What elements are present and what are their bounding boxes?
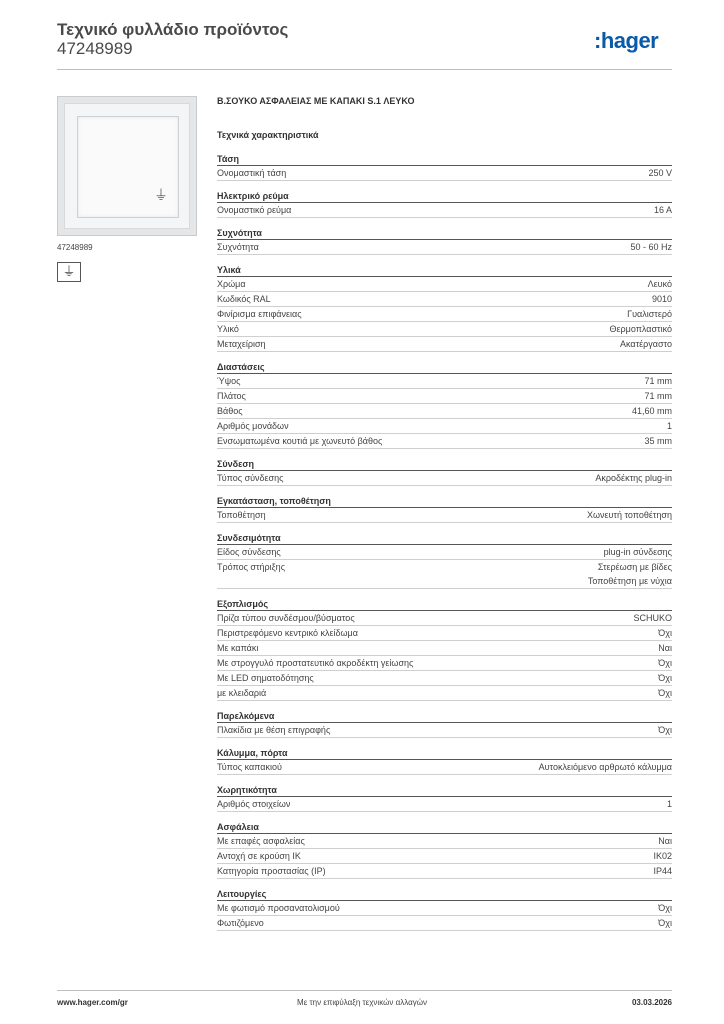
spec-key: Με LED σηματοδότησης [217,673,314,683]
spec-key: με κλειδαριά [217,688,267,698]
hager-logo: :hager [594,28,659,53]
spec-row [217,166,672,181]
spec-key: Ύψος [217,376,241,386]
spec-row [217,545,672,560]
spec-section [217,888,672,931]
spec-key: Με επαφές ασφαλείας [217,836,305,846]
section-title: Διαστάσεις [217,361,672,374]
spec-value: SCHUKO [633,613,672,623]
spec-row [217,849,672,864]
spec-section [217,747,672,775]
spec-section [217,598,672,701]
spec-key: Τύπος σύνδεσης [217,473,284,483]
spec-key: Ονομαστική τάση [217,168,287,178]
spec-value: Γυαλιστερό [627,309,672,319]
footer-website: www.hager.com/gr [57,998,128,1007]
spec-value: Στερέωση με βίδες Τοποθέτηση με νύχια [587,562,672,586]
spec-value: Όχι [658,628,672,638]
spec-value: Ακροδέκτης plug-in [595,473,672,483]
spec-key: Ενσωματωμένα κουτιά με χωνευτό βάθος [217,436,383,446]
spec-value: Όχι [658,673,672,683]
spec-key: Τύπος καπακιού [217,762,282,772]
spec-row [217,419,672,434]
spec-value: Όχι [658,903,672,913]
spec-key: Με στρογγυλό προστατευτικό ακροδέκτη γείωσης [217,658,414,668]
section-title: Τάση [217,153,672,166]
spec-row [217,292,672,307]
earth-contact-icon: ⏚ [57,262,81,282]
spec-section [217,495,672,523]
spec-key: Πρίζα τύπου συνδέσμου/βύσματος [217,613,355,623]
section-title: Παρελκόμενα [217,710,672,723]
spec-row [217,641,672,656]
spec-section [217,264,672,352]
spec-row [217,404,672,419]
spec-key: Αριθμός μονάδων [217,421,289,431]
spec-row [217,389,672,404]
spec-sections [217,153,672,931]
spec-value: Ναι [658,643,672,653]
logo-text: hager [600,28,659,53]
spec-key: Με καπάκι [217,643,259,653]
tech-heading: Τεχνικά χαρακτηριστικά [217,130,319,140]
spec-row [217,471,672,486]
spec-section [217,153,672,181]
spec-key: Κωδικός RAL [217,294,271,304]
spec-row [217,307,672,322]
spec-section [217,361,672,449]
spec-key: Κατηγορία προστασίας (IP) [217,866,326,876]
spec-value: Θερμοπλαστικό [609,324,672,334]
spec-key: Φωτιζόμενο [217,918,264,928]
section-title: Ηλεκτρικό ρεύμα [217,190,672,203]
spec-value: Όχι [658,688,672,698]
image-code: 47248989 [57,243,93,252]
spec-row [217,277,672,292]
spec-row [217,797,672,812]
spec-key: Τοποθέτηση [217,510,266,520]
spec-value: 250 V [648,168,672,178]
spec-value: Χωνευτή τοποθέτηση [586,510,672,520]
socket-frame [64,103,190,229]
spec-value: IP44 [653,866,672,876]
spec-row [217,560,672,589]
spec-value: Όχι [658,725,672,735]
section-title: Εξοπλισμός [217,598,672,611]
spec-value: IK02 [653,851,672,861]
spec-value: Ακατέργαστο [620,339,672,349]
spec-row [217,656,672,671]
spec-value: 1 [666,799,672,809]
spec-value: 71 mm [644,376,672,386]
spec-value: 35 mm [644,436,672,446]
spec-key: Συχνότητα [217,242,259,252]
header-divider [57,69,672,70]
socket-cover [77,116,179,218]
spec-section [217,821,672,879]
spec-value: Ναι [658,836,672,846]
product-image [57,96,197,236]
spec-section [217,190,672,218]
spec-section [217,784,672,812]
spec-sheet [217,96,672,940]
spec-key: Είδος σύνδεσης [217,547,281,557]
spec-section [217,227,672,255]
spec-key: Αριθμός στοιχείων [217,799,291,809]
spec-section [217,532,672,589]
spec-value: Όχι [658,658,672,668]
spec-section [217,458,672,486]
section-title: Συχνότητα [217,227,672,240]
section-title: Σύνδεση [217,458,672,471]
spec-row [217,508,672,523]
spec-row [217,671,672,686]
spec-row [217,240,672,255]
product-name: Β.ΣΟΥΚΟ ΑΣΦΑΛΕΙΑΣ ΜΕ ΚΑΠΑΚΙ S.1 ΛΕΥΚΟ [217,96,415,106]
spec-value: 41,60 mm [631,406,672,416]
spec-value: Λευκό [647,279,672,289]
spec-key: Χρώμα [217,279,246,289]
spec-value: plug-in σύνδεσης [603,547,672,557]
spec-row [217,723,672,738]
spec-row [217,337,672,352]
spec-value: Αυτοκλειόμενο αρθρωτό κάλυμμα [538,762,672,772]
spec-key: Μεταχείριση [217,339,266,349]
spec-key: Ονομαστικό ρεύμα [217,205,292,215]
spec-value: Όχι [658,918,672,928]
earth-symbol-icon: ⏚ [154,187,168,203]
page-title: Τεχνικό φυλλάδιο προϊόντος [57,20,289,39]
spec-row [217,626,672,641]
spec-key: Με φωτισμό προσανατολισμού [217,903,340,913]
spec-row [217,834,672,849]
section-title: Εγκατάσταση, τοποθέτηση [217,495,672,508]
spec-key: Αντοχή σε κρούση IK [217,851,301,861]
spec-key: Πλακίδια με θέση επιγραφής [217,725,331,735]
spec-row [217,611,672,626]
spec-key: Υλικό [217,324,239,334]
footer-divider [57,990,672,991]
spec-section [217,710,672,738]
spec-row [217,916,672,931]
spec-row [217,434,672,449]
spec-key: Τρόπος στήριξης [217,562,286,572]
spec-key: Βάθος [217,406,243,416]
spec-value: 71 mm [644,391,672,401]
section-title: Κάλυμμα, πόρτα [217,747,672,760]
section-title: Υλικά [217,264,672,277]
section-title: Λειτουργίες [217,888,672,901]
section-title: Ασφάλεια [217,821,672,834]
spec-row [217,901,672,916]
section-title: Χωρητικότητα [217,784,672,797]
product-code: 47248989 [57,39,133,58]
spec-row [217,864,672,879]
footer-note: Με την επιφύλαξη τεχνικών αλλαγών [297,998,427,1007]
spec-key: Περιστρεφόμενο κεντρικό κλείδωμα [217,628,358,638]
spec-value: 16 A [653,205,672,215]
spec-value: 1 [666,421,672,431]
spec-key: Πλάτος [217,391,246,401]
footer-date: 03.03.2026 [631,998,672,1007]
spec-value: 50 - 60 Hz [630,242,672,252]
spec-key: Φινίρισμα επιφάνειας [217,309,302,319]
spec-row [217,203,672,218]
spec-row [217,374,672,389]
spec-value: 9010 [651,294,672,304]
spec-row [217,686,672,701]
spec-row [217,760,672,775]
spec-row [217,322,672,337]
section-title: Συνδεσιμότητα [217,532,672,545]
